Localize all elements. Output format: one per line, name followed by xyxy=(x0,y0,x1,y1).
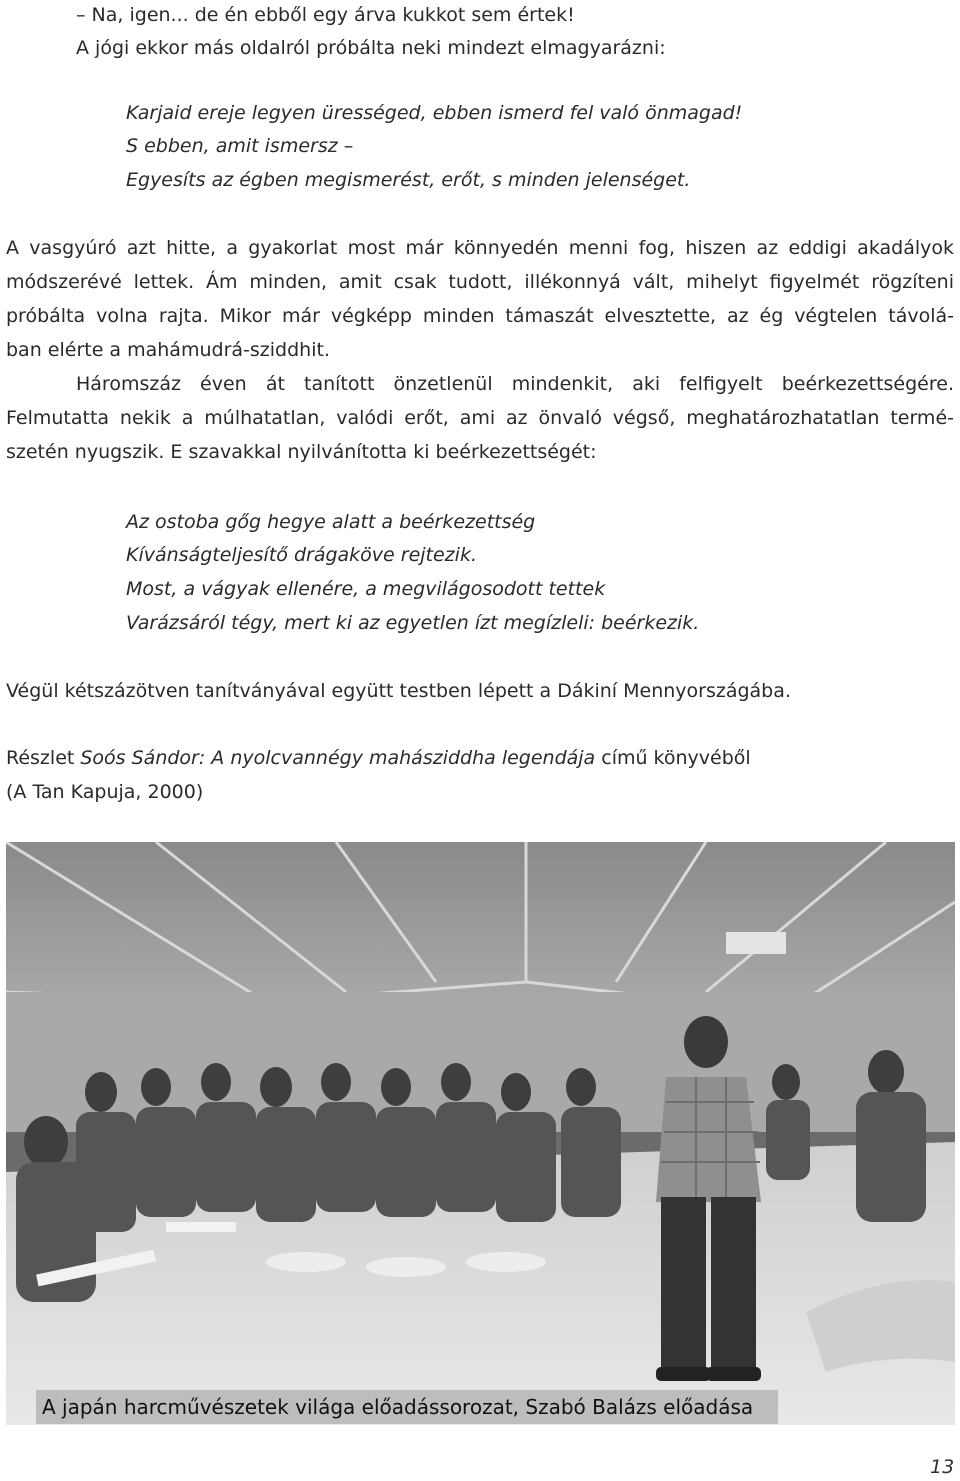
source-prefix: Részlet xyxy=(6,747,81,769)
dialog-line-2: A jógi ekkor más oldalról próbálta neki mindezt elmagyarázni: xyxy=(76,37,666,59)
verse-2-line: Kívánságteljesítő drágaköve rejtezik. xyxy=(126,544,477,566)
paragraph-line: szetén nyugszik. E szavakkal nyilvánította ki beérkezettségét: xyxy=(6,441,597,463)
verse-1-line: Karjaid ereje legyen ürességed, ebben ismerd fel való önmagad! xyxy=(126,102,743,124)
photo-caption: A japán harcművészetek világa előadássorozat, Szabó Balázs előadása xyxy=(36,1390,778,1424)
paragraph-line: Háromszáz éven át tanított önzetlenül mindenkit, aki felfigyelt beérkezettségére. xyxy=(76,373,954,395)
page-number: 13 xyxy=(930,1456,955,1478)
paragraph-line: próbálta volna rajta. Mikor már végképp minden támaszát elvesztette, az ég végtelen távolá- xyxy=(6,305,954,327)
verse-1-line: S ebben, amit ismersz – xyxy=(126,135,354,157)
verse-2-line: Varázsáról tégy, mert ki az egyetlen ízt megízleli: beérkezik. xyxy=(126,612,700,634)
paragraph-line: módszerévé lettek. Ám minden, amit csak tudott, illékonnyá vált, mihelyt figyelmét rögzíteni xyxy=(6,271,954,293)
closing-sentence: Végül kétszázötven tanítványával együtt testben lépett a Dákiní Mennyországába. xyxy=(6,680,791,702)
lecture-photo xyxy=(6,842,955,1425)
verse-1-line: Egyesíts az égben megismerést, erőt, s minden jelenséget. xyxy=(126,169,691,191)
source-suffix: című könyvéből xyxy=(595,747,751,769)
paragraph-line: A vasgyúró azt hitte, a gyakorlat most már könnyedén menni fog, hiszen az eddigi akadályok xyxy=(6,237,954,259)
source-citation xyxy=(6,746,751,770)
verse-2-line: Most, a vágyak ellenére, a megvilágosodott tettek xyxy=(126,578,606,600)
dialog-line-1: – Na, igen... de én ebből egy árva kukkot sem értek! xyxy=(76,4,575,26)
source-publisher: (A Tan Kapuja, 2000) xyxy=(6,781,204,803)
lecture-photo-illustration xyxy=(6,842,955,1425)
verse-2-line: Az ostoba gőg hegye alatt a beérkezettség xyxy=(126,511,536,533)
paragraph-line: ban elérte a mahámudrá-sziddhit. xyxy=(6,339,330,361)
paragraph-line: Felmutatta nekik a múlhatatlan, valódi erőt, ami az önvaló végső, meghatározhatatlan termé- xyxy=(6,407,954,429)
source-work-title: Soós Sándor: A nyolcvannégy mahásziddha legendája xyxy=(80,747,596,769)
